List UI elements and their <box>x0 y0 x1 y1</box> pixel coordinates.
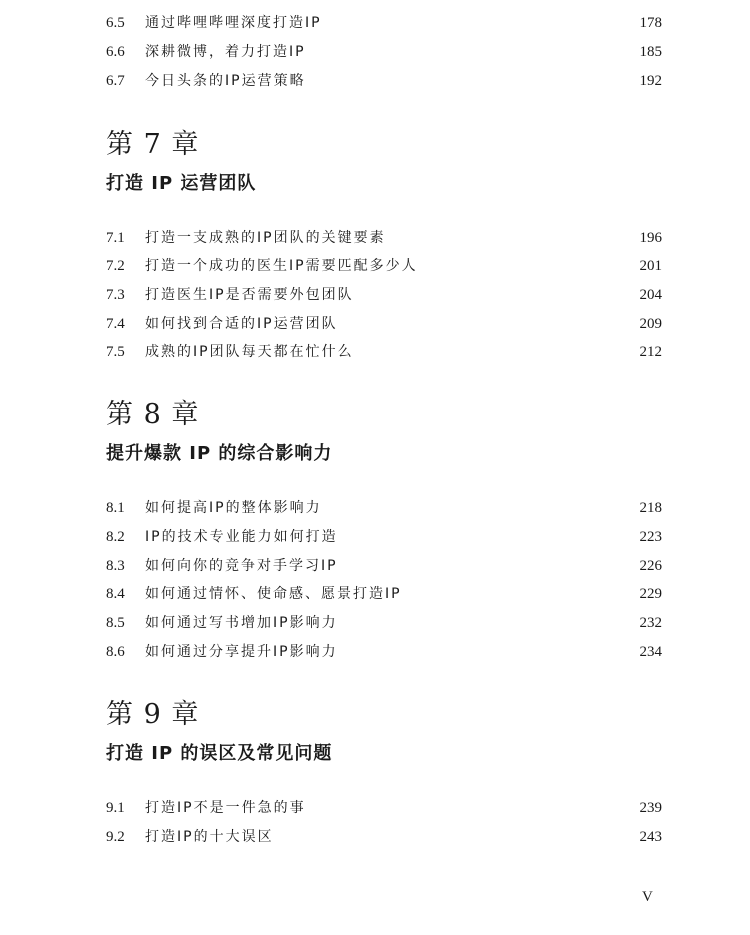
toc-entry <box>106 497 662 519</box>
section-title: 打造IP的十大误区 <box>145 829 274 845</box>
section-number: 7.5 <box>106 344 125 360</box>
toc-entry <box>106 313 662 335</box>
page-number: 223 <box>639 529 662 545</box>
page-number: 226 <box>639 558 662 574</box>
section-title: 如何向你的竞争对手学习IP <box>145 558 338 574</box>
chapter-heading: 第 8 章 <box>106 399 200 430</box>
page-number: 209 <box>639 316 662 332</box>
section-number: 6.6 <box>106 44 125 60</box>
section-number: 7.4 <box>106 316 125 332</box>
section-title: 通过哔哩哔哩深度打造IP <box>145 15 322 31</box>
toc-entry <box>106 612 662 634</box>
toc-entry <box>106 583 662 605</box>
page-number: 232 <box>639 615 662 631</box>
chapter-title: 打造 IP 的误区及常见问题 <box>106 743 333 764</box>
section-number: 9.2 <box>106 829 125 845</box>
section-title: 如何通过分享提升IP影响力 <box>145 644 338 660</box>
section-title: 打造一支成熟的IP团队的关键要素 <box>145 230 386 246</box>
page-number: 243 <box>639 829 662 845</box>
toc-entry <box>106 797 662 819</box>
section-number: 8.1 <box>106 500 125 516</box>
page-number: 201 <box>639 258 662 274</box>
toc-entry <box>106 526 662 548</box>
toc-entry <box>106 255 662 277</box>
section-number: 8.3 <box>106 558 125 574</box>
section-title: 如何通过写书增加IP影响力 <box>145 615 338 631</box>
toc-entry <box>106 227 662 249</box>
toc-entry <box>106 555 662 577</box>
section-number: 6.7 <box>106 73 125 89</box>
section-title: IP的技术专业能力如何打造 <box>145 529 338 545</box>
toc-entry <box>106 284 662 306</box>
section-title: 如何通过情怀、使命感、愿景打造IP <box>145 586 402 602</box>
chapter-heading: 第 7 章 <box>106 129 200 160</box>
section-number: 8.6 <box>106 644 125 660</box>
toc-entry <box>106 341 662 363</box>
section-title: 深耕微博，着力打造IP <box>145 44 306 60</box>
page-number: 212 <box>639 344 662 360</box>
section-title: 打造IP不是一件急的事 <box>145 800 306 816</box>
section-number: 8.5 <box>106 615 125 631</box>
page-number: 196 <box>639 230 662 246</box>
section-number: 8.4 <box>106 586 125 602</box>
section-title: 打造医生IP是否需要外包团队 <box>145 287 354 303</box>
toc-entry <box>106 70 662 92</box>
section-number: 8.2 <box>106 529 125 545</box>
section-number: 9.1 <box>106 800 125 816</box>
page-number: 178 <box>639 15 662 31</box>
toc-entry <box>106 826 662 848</box>
toc-entry <box>106 12 662 34</box>
chapter-title: 打造 IP 运营团队 <box>106 173 257 194</box>
chapter-heading: 第 9 章 <box>106 699 200 730</box>
section-title: 如何提高IP的整体影响力 <box>145 500 322 516</box>
page-number: 239 <box>639 800 662 816</box>
page-number: 185 <box>639 44 662 60</box>
toc-entry <box>106 641 662 663</box>
section-title: 打造一个成功的医生IP需要匹配多少人 <box>145 258 418 274</box>
page-folio: V <box>642 889 653 905</box>
section-number: 7.2 <box>106 258 125 274</box>
toc-entry <box>106 41 662 63</box>
page-number: 229 <box>639 586 662 602</box>
section-number: 6.5 <box>106 15 125 31</box>
page-number: 218 <box>639 500 662 516</box>
section-number: 7.3 <box>106 287 125 303</box>
section-number: 7.1 <box>106 230 125 246</box>
section-title: 今日头条的IP运营策略 <box>145 73 306 89</box>
chapter-title: 提升爆款 IP 的综合影响力 <box>106 443 333 464</box>
section-title: 如何找到合适的IP运营团队 <box>145 316 338 332</box>
page-number: 234 <box>639 644 662 660</box>
page-number: 192 <box>639 73 662 89</box>
section-title: 成熟的IP团队每天都在忙什么 <box>145 344 354 360</box>
page-number: 204 <box>639 287 662 303</box>
